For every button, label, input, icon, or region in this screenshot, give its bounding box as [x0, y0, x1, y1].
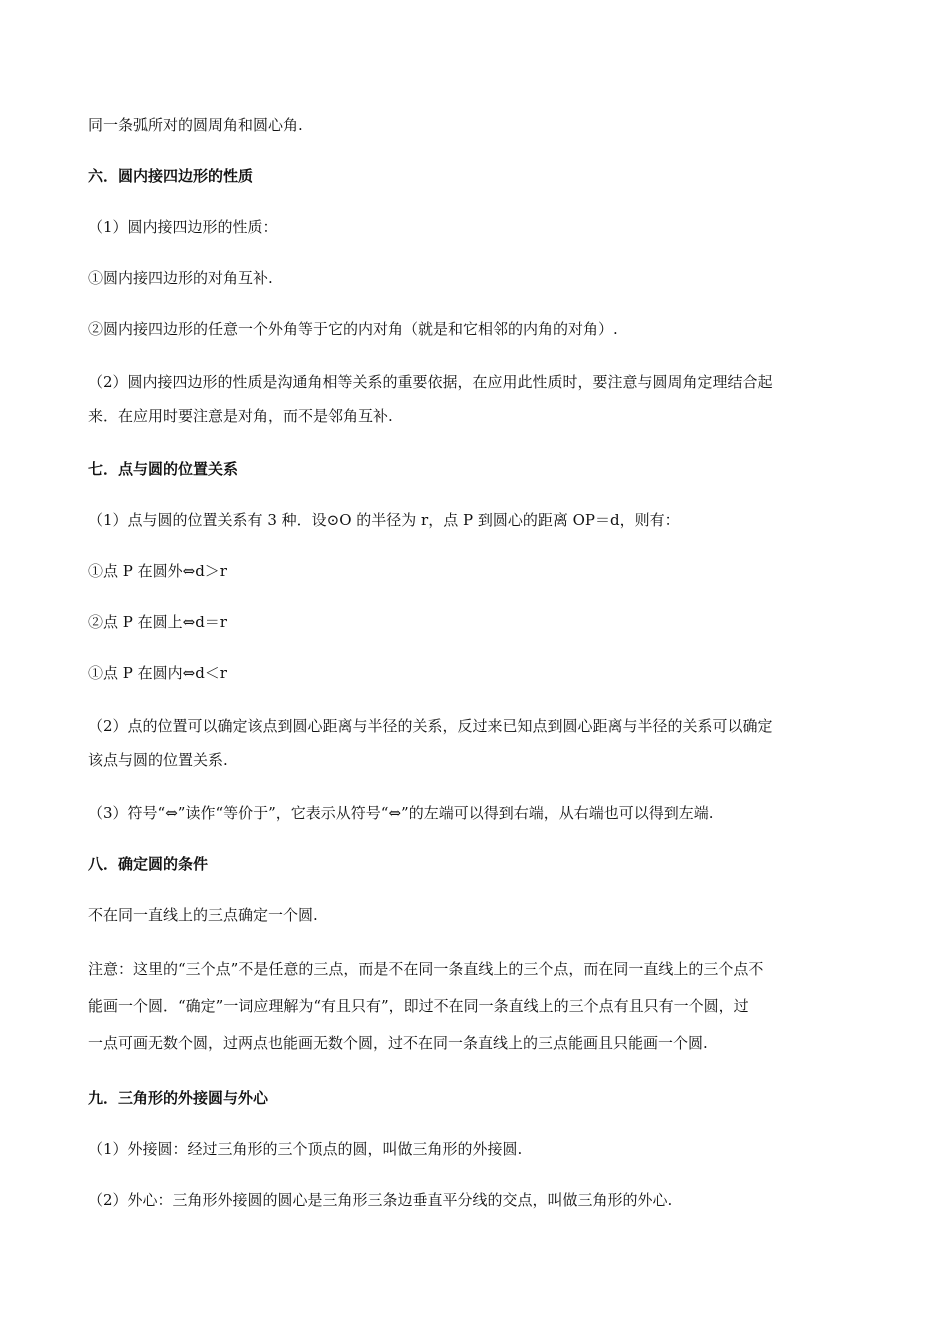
section-9-heading: 九．三角形的外接圆与外心: [88, 1089, 269, 1107]
section-9-item-1: （1）外接圆：经过三角形的三个顶点的圆，叫做三角形的外接圆.: [88, 1140, 523, 1158]
section-6-paragraph: [88, 365, 864, 433]
section-6-paragraph-line-2: 来．在应用时要注意是对角，而不是邻角互补.: [88, 407, 393, 425]
section-7-heading: 七．点与圆的位置关系: [88, 460, 239, 478]
section-7-paragraph: [88, 709, 864, 777]
section-6-item-3: ②圆内接四边形的任意一个外角等于它的内对角（就是和它相邻的内角的对角）.: [88, 320, 618, 338]
section-8-paragraph: [88, 951, 864, 1062]
section-8-paragraph-line-2: 能画一个圆．“确定”一词应理解为“有且只有”，即过不在同一条直线上的三个点有且只有一个圆，过: [88, 997, 749, 1015]
section-7-item-3: ②点 P 在圆上⇔d＝r: [88, 613, 227, 631]
section-8-paragraph-line-1: 注意：这里的“三个点”不是任意的三点，而是不在同一条直线上的三个点，而在同一直线上的三个点不: [88, 960, 764, 978]
section-7-paragraph-line-2: 该点与圆的位置关系.: [88, 751, 228, 769]
intro-line: 同一条弧所对的圆周角和圆心角.: [88, 116, 303, 134]
document-page: [88, 110, 864, 1236]
section-9-item-2: （2）外心：三角形外接圆的圆心是三角形三条边垂直平分线的交点，叫做三角形的外心.: [88, 1191, 673, 1209]
section-6-item-1: （1）圆内接四边形的性质：: [88, 218, 278, 236]
section-7-item-6: （3）符号“⇔”读作“等价于”，它表示从符号“⇔”的左端可以得到右端，从右端也可以得到左端.: [88, 804, 714, 822]
section-8-heading: 八．确定圆的条件: [88, 855, 209, 873]
section-7-item-1: （1）点与圆的位置关系有 3 种．设⊙O 的半径为 r，点 P 到圆心的距离 OP＝d，则有：: [88, 511, 680, 529]
section-6-heading: 六．圆内接四边形的性质: [88, 167, 254, 185]
section-7-item-2: ①点 P 在圆外⇔d＞r: [88, 562, 227, 580]
section-8-item-1: 不在同一直线上的三点确定一个圆.: [88, 906, 318, 924]
section-7-item-4: ①点 P 在圆内⇔d＜r: [88, 664, 227, 682]
section-6-paragraph-line-1: （2）圆内接四边形的性质是沟通角相等关系的重要依据，在应用此性质时，要注意与圆周角定理结合起: [88, 373, 773, 391]
section-7-paragraph-line-1: （2）点的位置可以确定该点到圆心距离与半径的关系，反过来已知点到圆心距离与半径的关系可以确定: [88, 717, 773, 735]
section-6-item-2: ①圆内接四边形的对角互补.: [88, 269, 273, 287]
section-8-paragraph-line-3: 一点可画无数个圆，过两点也能画无数个圆，过不在同一条直线上的三点能画且只能画一个圆.: [88, 1034, 708, 1052]
